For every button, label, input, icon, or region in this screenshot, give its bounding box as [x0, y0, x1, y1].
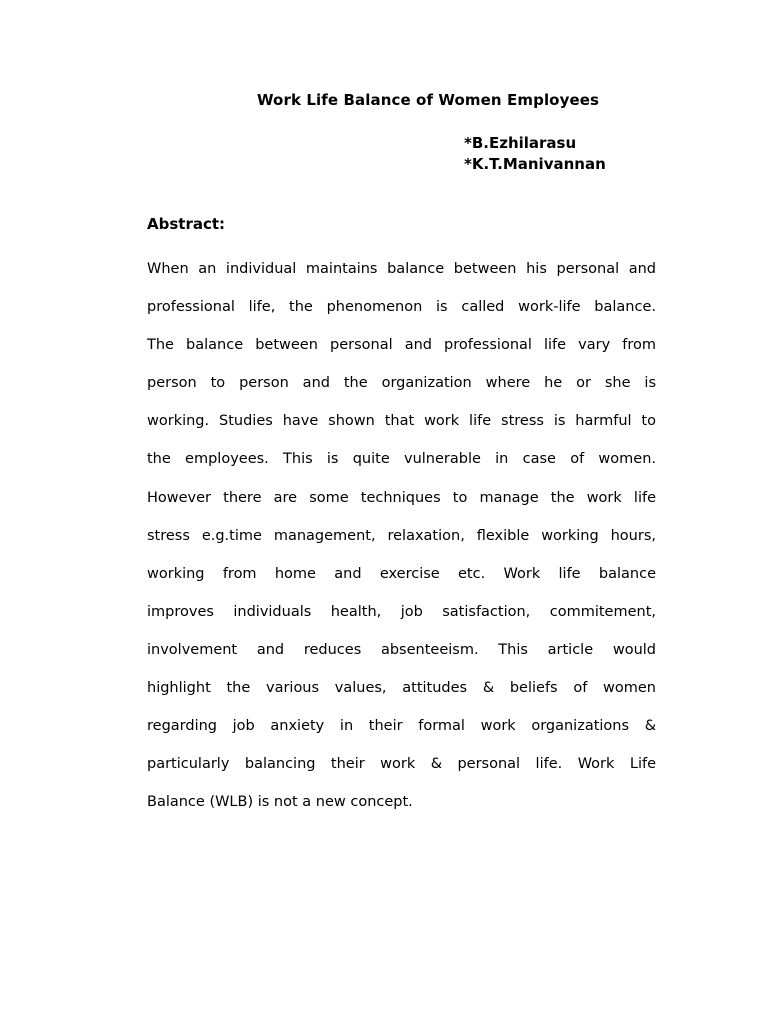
- abstract-body: [147, 250, 656, 821]
- abstract-line: However there are some techniques to manage the work life: [147, 489, 656, 506]
- abstract-line: particularly balancing their work & personal life. Work Life: [147, 756, 656, 773]
- abstract-line: involvement and reduces absenteeism. This article would: [147, 641, 656, 658]
- abstract-line: highlight the various values, attitudes & beliefs of women: [147, 680, 656, 697]
- abstract-line: person to person and the organization where he or she is: [147, 375, 656, 392]
- abstract-line: working. Studies have shown that work life stress is harmful to: [147, 413, 656, 430]
- abstract-line: regarding job anxiety in their formal work organizations &: [147, 718, 656, 735]
- abstract-line: Balance (WLB) is not a new concept.: [147, 794, 413, 811]
- abstract-line: stress e.g.time management, relaxation, flexible working hours,: [147, 527, 656, 544]
- abstract-line: The balance between personal and professional life vary from: [147, 337, 656, 354]
- author-name: *B.Ezhilarasu: [464, 134, 577, 152]
- document-title: Work Life Balance of Women Employees: [256, 91, 600, 109]
- abstract-heading: Abstract:: [147, 215, 226, 233]
- author-name: *K.T.Manivannan: [464, 155, 606, 173]
- author-list: [464, 133, 606, 175]
- abstract-line: professional life, the phenomenon is called work-life balance.: [147, 299, 656, 316]
- abstract-line: When an individual maintains balance between his personal and: [147, 261, 656, 277]
- abstract-line: working from home and exercise etc. Work life balance: [147, 565, 656, 582]
- abstract-line: improves individuals health, job satisfaction, commitement,: [147, 603, 656, 620]
- abstract-line: the employees. This is quite vulnerable in case of women.: [147, 451, 656, 468]
